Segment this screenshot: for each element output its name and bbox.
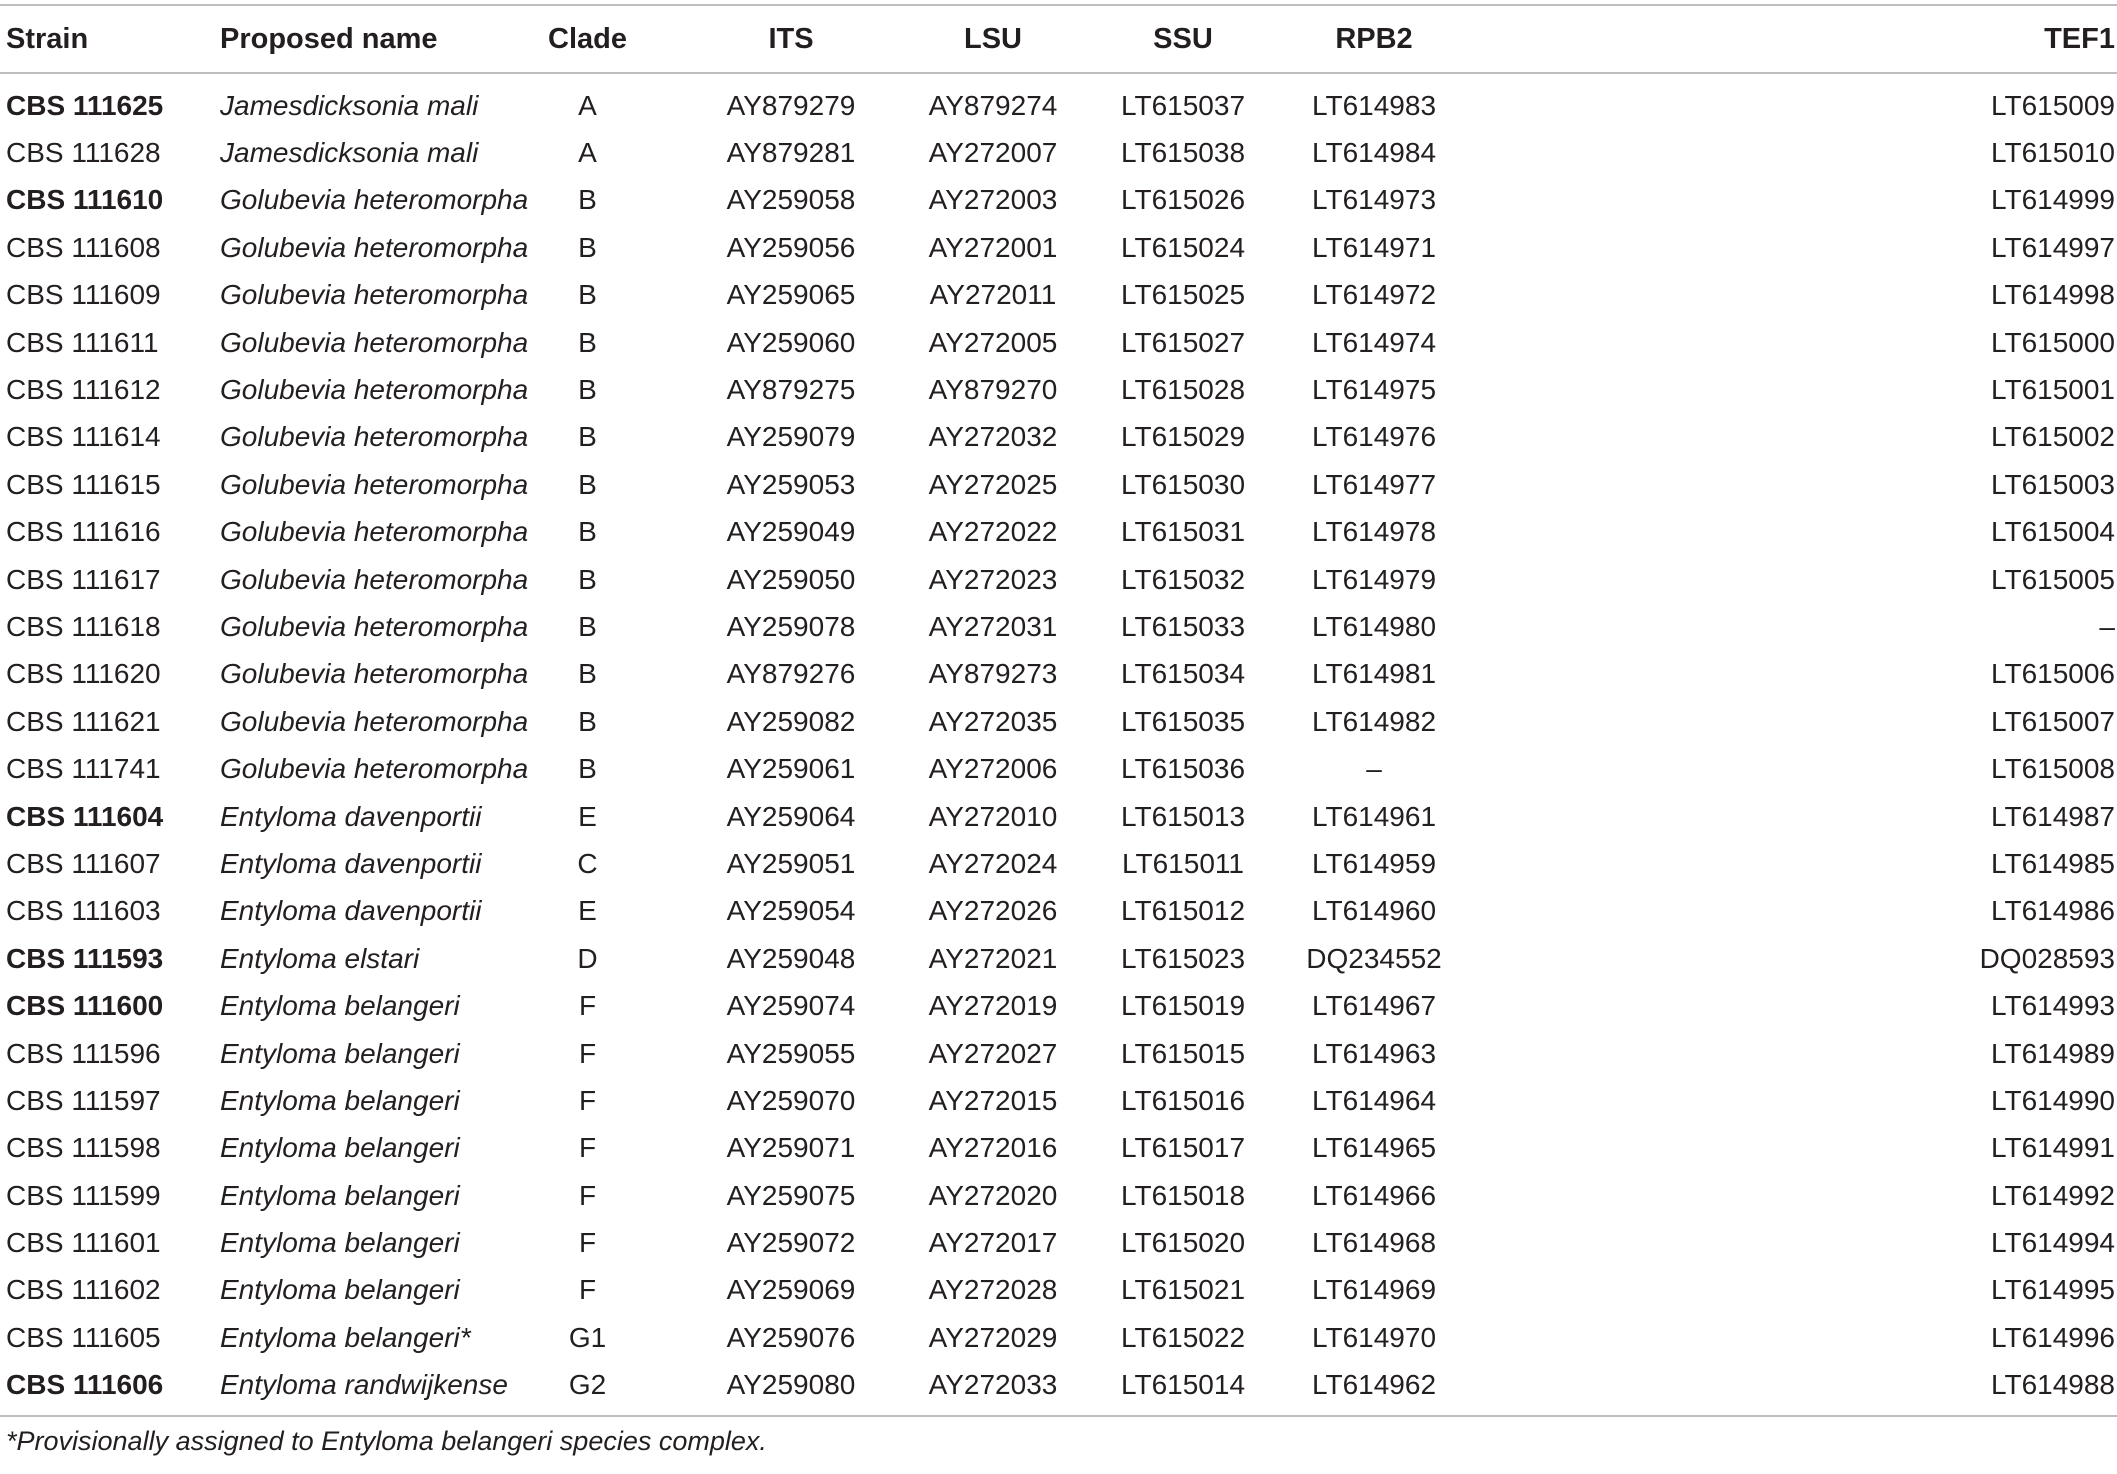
cell-strain: CBS 111599 (6, 1179, 161, 1211)
table-row (0, 888, 2117, 935)
cell-tef1: LT615006 (1990, 658, 2115, 690)
cell-rpb2: LT614979 (1311, 563, 1437, 595)
cell-lsu: AY272006 (928, 753, 1058, 785)
table-row (0, 509, 2117, 556)
cell-proposed-name: Entyloma davenportii (220, 847, 482, 879)
cell-strain: CBS 111603 (6, 895, 161, 927)
cell-rpb2: LT614964 (1311, 1084, 1437, 1116)
cell-rpb2: LT614966 (1311, 1179, 1437, 1211)
cell-tef1: LT614989 (1990, 1037, 2115, 1069)
cell-clade: B (578, 421, 597, 453)
cell-its: AY259051 (726, 847, 856, 879)
header-clade: Clade (548, 22, 627, 55)
table-row (0, 745, 2117, 792)
header-proposed-name: Proposed name (220, 22, 438, 55)
cell-rpb2: LT614980 (1311, 610, 1437, 642)
cell-lsu: AY879270 (928, 374, 1058, 406)
cell-proposed-name: Golubevia heteromorpha (220, 610, 529, 642)
cell-proposed-name: Golubevia heteromorpha (220, 658, 529, 690)
cell-tef1: LT614986 (1990, 895, 2115, 927)
table-header (0, 5, 2117, 73)
cell-its: AY879279 (726, 89, 856, 121)
cell-tef1: LT614998 (1990, 279, 2115, 311)
cell-proposed-name: Jamesdicksonia mali (220, 89, 479, 121)
cell-ssu: LT615021 (1120, 1274, 1246, 1306)
cell-strain: CBS 111741 (6, 753, 161, 785)
cell-tef1: LT614994 (1990, 1227, 2115, 1259)
table-row (0, 1172, 2117, 1219)
cell-proposed-name: Entyloma belangeri (220, 1274, 460, 1306)
cell-lsu: AY272028 (928, 1274, 1058, 1306)
header-its: ITS (768, 22, 814, 55)
cell-ssu: LT615018 (1120, 1179, 1246, 1211)
cell-ssu: LT615032 (1120, 563, 1246, 595)
cell-ssu: LT615035 (1120, 705, 1246, 737)
cell-its: AY259076 (726, 1321, 856, 1353)
cell-its: AY259080 (726, 1369, 856, 1401)
cell-its: AY259056 (726, 231, 856, 263)
table-row (0, 840, 2117, 887)
cell-ssu: LT615029 (1120, 421, 1246, 453)
cell-strain: CBS 111621 (6, 705, 161, 737)
header-ssu: SSU (1153, 22, 1213, 55)
table-row (0, 603, 2117, 650)
table-footnote: *Provisionally assigned to Entyloma belangeri species complex. (6, 1426, 767, 1456)
table-row (0, 1030, 2117, 1077)
cell-lsu: AY272005 (928, 326, 1058, 358)
cell-rpb2: LT614968 (1311, 1227, 1437, 1259)
table-row (0, 793, 2117, 840)
cell-tef1: LT615000 (1990, 326, 2115, 358)
cell-rpb2: LT614978 (1311, 516, 1437, 548)
cell-strain: CBS 111605 (6, 1321, 161, 1353)
table-body (0, 73, 2117, 1416)
cell-tef1: LT615009 (1990, 89, 2115, 121)
cell-strain: CBS 111602 (6, 1274, 161, 1306)
cell-clade: F (578, 1132, 597, 1164)
cell-strain: CBS 111607 (6, 847, 161, 879)
table-row (0, 272, 2117, 319)
cell-strain: CBS 111598 (6, 1132, 161, 1164)
cell-its: AY259050 (726, 563, 856, 595)
cell-clade: B (578, 658, 597, 690)
header-tef1: TEF1 (2044, 22, 2115, 55)
cell-rpb2: LT614974 (1311, 326, 1437, 358)
header-rpb2: RPB2 (1335, 22, 1413, 55)
cell-tef1: LT615003 (1990, 468, 2115, 500)
cell-rpb2: LT614982 (1311, 705, 1437, 737)
cell-tef1: LT615002 (1990, 421, 2115, 453)
table-row (0, 1267, 2117, 1314)
table-row (0, 224, 2117, 271)
cell-ssu: LT615028 (1120, 374, 1246, 406)
table-row (0, 651, 2117, 698)
cell-proposed-name: Entyloma davenportii (220, 800, 482, 832)
table-row (0, 1125, 2117, 1172)
cell-its: AY259070 (726, 1084, 856, 1116)
table-row (0, 414, 2117, 461)
cell-its: AY259053 (726, 468, 856, 500)
cell-proposed-name: Entyloma belangeri (220, 1179, 460, 1211)
cell-tef1: – (2099, 610, 2115, 642)
cell-strain: CBS 111611 (6, 326, 159, 358)
cell-clade: F (578, 990, 597, 1022)
cell-clade: F (578, 1274, 597, 1306)
cell-rpb2: LT614975 (1311, 374, 1437, 406)
table-row (0, 1314, 2117, 1361)
table-row (0, 1077, 2117, 1124)
header-lsu: LSU (964, 22, 1022, 55)
cell-its: AY259079 (726, 421, 856, 453)
cell-tef1: LT615008 (1990, 753, 2115, 785)
cell-strain: CBS 111597 (6, 1084, 161, 1116)
cell-proposed-name: Golubevia heteromorpha (220, 374, 529, 406)
cell-rpb2: LT614959 (1311, 847, 1437, 879)
cell-strain: CBS 111612 (6, 374, 161, 406)
cell-clade: E (578, 800, 597, 832)
cell-ssu: LT615024 (1120, 231, 1246, 263)
cell-strain: CBS 111593 (6, 942, 164, 974)
cell-lsu: AY272017 (928, 1227, 1058, 1259)
cell-proposed-name: Golubevia heteromorpha (220, 563, 529, 595)
cell-ssu: LT615012 (1120, 895, 1246, 927)
cell-ssu: LT615038 (1120, 137, 1246, 169)
cell-proposed-name: Golubevia heteromorpha (220, 705, 529, 737)
cell-tef1: LT615004 (1990, 516, 2115, 548)
cell-its: AY259060 (726, 326, 856, 358)
table-row (0, 1219, 2117, 1266)
table-row (0, 698, 2117, 745)
cell-lsu: AY272019 (928, 990, 1058, 1022)
cell-rpb2: – (1366, 753, 1382, 785)
cell-proposed-name: Golubevia heteromorpha (220, 516, 529, 548)
cell-strain: CBS 111608 (6, 231, 161, 263)
cell-rpb2: LT614965 (1311, 1132, 1437, 1164)
cell-its: AY259072 (726, 1227, 856, 1259)
cell-clade: A (578, 137, 597, 169)
cell-its: AY259065 (726, 279, 856, 311)
cell-ssu: LT615013 (1120, 800, 1246, 832)
cell-proposed-name: Entyloma belangeri (220, 1132, 460, 1164)
sequence-table-container (0, 4, 2117, 1417)
cell-proposed-name: Golubevia heteromorpha (220, 468, 529, 500)
table-row (0, 366, 2117, 413)
cell-tef1: LT614987 (1990, 800, 2115, 832)
cell-strain: CBS 111625 (6, 89, 164, 121)
cell-strain: CBS 111609 (6, 279, 161, 311)
cell-clade: B (578, 231, 597, 263)
cell-tef1: LT614991 (1990, 1132, 2115, 1164)
table-row (0, 129, 2117, 176)
cell-lsu: AY272021 (928, 942, 1058, 974)
cell-rpb2: LT614983 (1311, 89, 1437, 121)
cell-proposed-name: Entyloma belangeri (220, 990, 460, 1022)
cell-tef1: LT614996 (1990, 1321, 2115, 1353)
cell-proposed-name: Golubevia heteromorpha (220, 753, 529, 785)
cell-ssu: LT615037 (1120, 89, 1246, 121)
cell-rpb2: LT614967 (1311, 990, 1437, 1022)
cell-tef1: LT615007 (1990, 705, 2115, 737)
cell-clade: A (578, 89, 597, 121)
cell-tef1: LT614995 (1990, 1274, 2115, 1306)
cell-rpb2: LT614976 (1311, 421, 1437, 453)
cell-proposed-name: Entyloma belangeri (220, 1037, 460, 1069)
table-row (0, 1362, 2117, 1416)
cell-its: AY259078 (726, 610, 856, 642)
cell-proposed-name: Jamesdicksonia mali (220, 137, 479, 169)
table-row (0, 982, 2117, 1029)
cell-clade: E (578, 895, 597, 927)
cell-its: AY259058 (726, 184, 856, 216)
cell-its: AY259082 (726, 705, 856, 737)
cell-proposed-name: Entyloma davenportii (220, 895, 482, 927)
cell-rpb2: LT614961 (1311, 800, 1437, 832)
cell-lsu: AY272032 (928, 421, 1058, 453)
cell-clade: F (578, 1084, 597, 1116)
cell-its: AY879275 (726, 374, 856, 406)
cell-strain: CBS 111610 (6, 184, 164, 216)
cell-strain: CBS 111601 (6, 1227, 161, 1259)
cell-clade: B (578, 563, 597, 595)
table-row (0, 73, 2117, 129)
cell-its: AY259074 (726, 990, 856, 1022)
cell-its: AY259064 (726, 800, 856, 832)
cell-lsu: AY272003 (928, 184, 1058, 216)
cell-strain: CBS 111614 (6, 421, 161, 453)
cell-proposed-name: Golubevia heteromorpha (220, 231, 529, 263)
cell-clade: B (578, 468, 597, 500)
cell-clade: F (578, 1037, 597, 1069)
cell-proposed-name: Entyloma belangeri (220, 1084, 460, 1116)
cell-its: AY259075 (726, 1179, 856, 1211)
table-row (0, 556, 2117, 603)
cell-rpb2: LT614984 (1311, 137, 1437, 169)
cell-rpb2: LT614971 (1311, 231, 1437, 263)
cell-tef1: LT614990 (1990, 1084, 2115, 1116)
cell-lsu: AY272027 (928, 1037, 1058, 1069)
cell-lsu: AY272031 (928, 610, 1058, 642)
cell-ssu: LT615017 (1120, 1132, 1246, 1164)
cell-strain: CBS 111616 (6, 516, 161, 548)
cell-ssu: LT615027 (1120, 326, 1246, 358)
cell-strain: CBS 111604 (6, 800, 164, 832)
cell-lsu: AY272026 (928, 895, 1058, 927)
cell-its: AY259049 (726, 516, 856, 548)
cell-tef1: LT614999 (1990, 184, 2115, 216)
cell-its: AY879281 (726, 137, 856, 169)
cell-clade: F (578, 1227, 597, 1259)
cell-its: AY259054 (726, 895, 856, 927)
cell-tef1: LT615005 (1990, 563, 2115, 595)
cell-its: AY879276 (726, 658, 856, 690)
cell-lsu: AY879274 (928, 89, 1058, 121)
cell-clade: B (578, 516, 597, 548)
cell-clade: G1 (568, 1321, 607, 1353)
cell-lsu: AY272024 (928, 847, 1058, 879)
cell-lsu: AY272020 (928, 1179, 1058, 1211)
cell-lsu: AY272007 (928, 137, 1058, 169)
cell-rpb2: LT614970 (1311, 1321, 1437, 1353)
table-row (0, 935, 2117, 982)
cell-ssu: LT615036 (1120, 753, 1246, 785)
cell-strain: CBS 111617 (6, 563, 161, 595)
cell-lsu: AY272035 (928, 705, 1058, 737)
cell-its: AY259061 (726, 753, 856, 785)
cell-ssu: LT615011 (1122, 847, 1244, 879)
cell-lsu: AY272025 (928, 468, 1058, 500)
cell-ssu: LT615014 (1120, 1369, 1246, 1401)
cell-tef1: LT614985 (1990, 847, 2115, 879)
cell-lsu: AY272016 (928, 1132, 1058, 1164)
cell-clade: B (578, 610, 597, 642)
cell-ssu: LT615034 (1120, 658, 1246, 690)
cell-strain: CBS 111600 (6, 990, 164, 1022)
cell-proposed-name: Golubevia heteromorpha (220, 184, 529, 216)
cell-ssu: LT615025 (1120, 279, 1246, 311)
cell-ssu: LT615033 (1120, 610, 1246, 642)
cell-strain: CBS 111628 (6, 137, 161, 169)
cell-tef1: LT614997 (1990, 231, 2115, 263)
header-strain: Strain (6, 22, 89, 55)
cell-rpb2: LT614969 (1311, 1274, 1437, 1306)
table-row (0, 461, 2117, 508)
cell-its: AY259048 (726, 942, 856, 974)
cell-rpb2: LT614981 (1311, 658, 1437, 690)
cell-proposed-name: Golubevia heteromorpha (220, 279, 529, 311)
cell-lsu: AY272022 (928, 516, 1058, 548)
cell-clade: C (577, 847, 598, 879)
cell-strain: CBS 111606 (6, 1369, 164, 1401)
cell-ssu: LT615030 (1120, 468, 1246, 500)
cell-ssu: LT615022 (1120, 1321, 1246, 1353)
cell-clade: B (578, 326, 597, 358)
cell-its: AY259069 (726, 1274, 856, 1306)
table-row (0, 319, 2117, 366)
cell-rpb2: LT614963 (1311, 1037, 1437, 1069)
cell-tef1: LT614992 (1990, 1179, 2115, 1211)
cell-proposed-name: Golubevia heteromorpha (220, 421, 529, 453)
cell-proposed-name: Entyloma elstari (220, 942, 420, 974)
cell-lsu: AY272010 (928, 800, 1058, 832)
cell-lsu: AY272023 (928, 563, 1058, 595)
cell-lsu: AY879273 (928, 658, 1058, 690)
strain-accession-table (0, 4, 2117, 1417)
cell-lsu: AY272029 (928, 1321, 1058, 1353)
cell-ssu: LT615023 (1120, 942, 1246, 974)
cell-tef1: DQ028593 (1979, 942, 2115, 974)
cell-strain: CBS 111618 (6, 610, 161, 642)
cell-rpb2: LT614960 (1311, 895, 1437, 927)
cell-lsu: AY272033 (928, 1369, 1058, 1401)
cell-clade: B (578, 184, 597, 216)
cell-rpb2: LT614973 (1311, 184, 1437, 216)
cell-ssu: LT615026 (1120, 184, 1246, 216)
cell-proposed-name: Entyloma belangeri (220, 1227, 460, 1259)
cell-clade: B (578, 279, 597, 311)
cell-rpb2: LT614972 (1311, 279, 1437, 311)
table-row (0, 177, 2117, 224)
cell-proposed-name: Entyloma randwijkense (220, 1369, 508, 1401)
cell-lsu: AY272001 (928, 231, 1058, 263)
cell-clade: F (578, 1179, 597, 1211)
cell-clade: B (578, 374, 597, 406)
cell-rpb2: DQ234552 (1306, 942, 1442, 974)
cell-ssu: LT615031 (1120, 516, 1246, 548)
cell-its: AY259071 (726, 1132, 856, 1164)
cell-rpb2: LT614977 (1311, 468, 1437, 500)
cell-strain: CBS 111596 (6, 1037, 161, 1069)
cell-strain: CBS 111615 (6, 468, 161, 500)
cell-tef1: LT615010 (1990, 137, 2115, 169)
cell-its: AY259055 (726, 1037, 856, 1069)
cell-strain: CBS 111620 (6, 658, 161, 690)
cell-clade: G2 (568, 1369, 607, 1401)
cell-tef1: LT614988 (1990, 1369, 2115, 1401)
cell-proposed-name: Entyloma belangeri* (220, 1321, 471, 1353)
cell-clade: B (578, 705, 597, 737)
cell-clade: B (578, 753, 597, 785)
cell-ssu: LT615020 (1120, 1227, 1246, 1259)
cell-ssu: LT615019 (1120, 990, 1246, 1022)
cell-clade: D (577, 942, 598, 974)
cell-lsu: AY272015 (928, 1084, 1058, 1116)
cell-lsu: AY272011 (929, 279, 1057, 311)
cell-ssu: LT615016 (1120, 1084, 1246, 1116)
cell-tef1: LT614993 (1990, 990, 2115, 1022)
cell-rpb2: LT614962 (1311, 1369, 1437, 1401)
cell-ssu: LT615015 (1120, 1037, 1246, 1069)
header-row (0, 5, 2117, 73)
cell-tef1: LT615001 (1990, 374, 2115, 406)
cell-proposed-name: Golubevia heteromorpha (220, 326, 529, 358)
